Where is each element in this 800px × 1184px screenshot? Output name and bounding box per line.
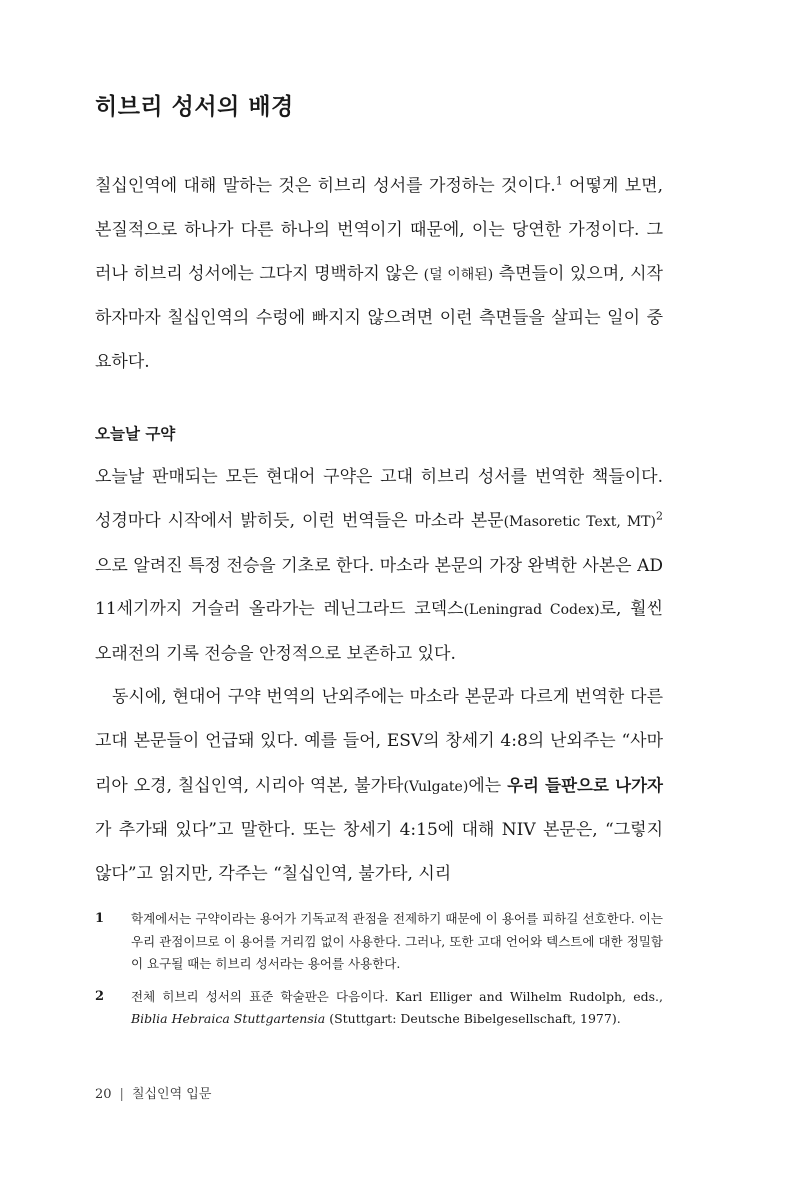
- intro-text-2: 어떻게 보면, 본질적으로 하나가 다른 하나의 번역이기 때문에, 이는 당연한 가정이다. 그러나 히브리 성서에는 그다지 명백하지 않은: [95, 176, 664, 284]
- footnotes: [95, 908, 663, 1041]
- intro-paragraph: [95, 165, 663, 385]
- footnote-text: 학계에서는 구약이라는 용어가 기독교적 관점을 전제하기 때문에 이 용어를 피하길 선호한다. 이는 우리 관점이므로 이 용어를 거리낌 없이 사용한다. 그러나, 또한 고대 언어와 텍스트에 대한 정밀함이 요구될 때는 히브리 성서라는 용어를 사용한다.: [131, 911, 663, 971]
- intro-text-4: 측면들이 있으며, 시작하자마자 칠십인역의 수렁에 빠지지 않으려면 이런 측면들을 살피는 일이 중요하다.: [95, 263, 663, 373]
- footnote-number: 1: [95, 911, 105, 926]
- footnote-text: [131, 986, 663, 1031]
- footnote-text-part: 전체 히브리 성서의 표준 학술판은 다음이다. Karl Elliger and Wilhelm Rudolph, eds.,: [131, 988, 663, 1004]
- book-title: 칠십인역 입문: [131, 1087, 212, 1102]
- intro-parenthetical: (덜 이해된): [423, 266, 494, 283]
- footnote-item: [95, 986, 663, 1031]
- body1-leningrad-term: (Leningrad Codex): [463, 602, 600, 619]
- body1-text-3: 으로 알려진 특정 전승을 기초로 한다. 마소라 본문의 가장 완벽한 사본은 AD 11세기까지 거슬러 올라가는 레닌그라드 코덱스: [95, 555, 663, 620]
- page-footer: [95, 1083, 211, 1102]
- body2-vulgate-term: (Vulgate): [403, 778, 469, 795]
- footnote-item: [95, 908, 663, 976]
- footnote-number: 2: [95, 988, 105, 1004]
- body2-bold-phrase: 우리 들판으로 나가자: [507, 775, 663, 795]
- body1-masoretic-term: (Masoretic Text, MT): [503, 513, 656, 530]
- intro-text-1: 칠십인역에 대해 말하는 것은 히브리 성서를 가정하는 것이다.: [95, 176, 556, 196]
- footnote-text-part: (Stuttgart: Deutsche Bibelgesellschaft, 1977).: [325, 1011, 621, 1026]
- body1-text-5: 로, 훨씬 오래전의 기록 전승을 안정적으로 보존하고 있다.: [95, 599, 664, 665]
- body2-text-3: 에는: [468, 775, 508, 796]
- section-heading: 오늘날 구약: [95, 425, 176, 443]
- footnote-italic-title: Biblia Hebraica Stuttgartensia: [131, 1011, 326, 1026]
- body1-text-1: 오늘날 판매되는 모든 현대어 구약은 고대 히브리 성서를 번역한 책들이다. 성경마다 시작에서 밝히듯, 이런 번역들은 마소라 본문: [95, 467, 663, 531]
- chapter-title: 히브리 성서의 배경: [95, 94, 294, 120]
- body2-text-1: 동시에, 현대어 구약 번역의 난외주에는 마소라 본문과 다르게 번역한 다른 고대 본문들이 언급돼 있다. 예를 들어, ESV의 창세기 4:8의 난외주는 “사마리아 오경, 칠십인역, 시리아 역본, 불가타: [95, 687, 663, 796]
- page-number: 20: [95, 1087, 112, 1102]
- body2-text-4: 가 추가돼 있다”고 말한다. 또는 창세기 4:15에 대해 NIV 본문은, “그렇지 않다”고 읽지만, 각주는 “칠십인역, 불가타, 시리: [95, 820, 663, 885]
- body-paragraph-2: [95, 676, 663, 897]
- footer-separator: |: [119, 1087, 124, 1102]
- footnote-ref-2[interactable]: 2: [655, 509, 663, 523]
- body-paragraph-1: [95, 456, 663, 677]
- footnote-ref-1[interactable]: 1: [555, 174, 563, 188]
